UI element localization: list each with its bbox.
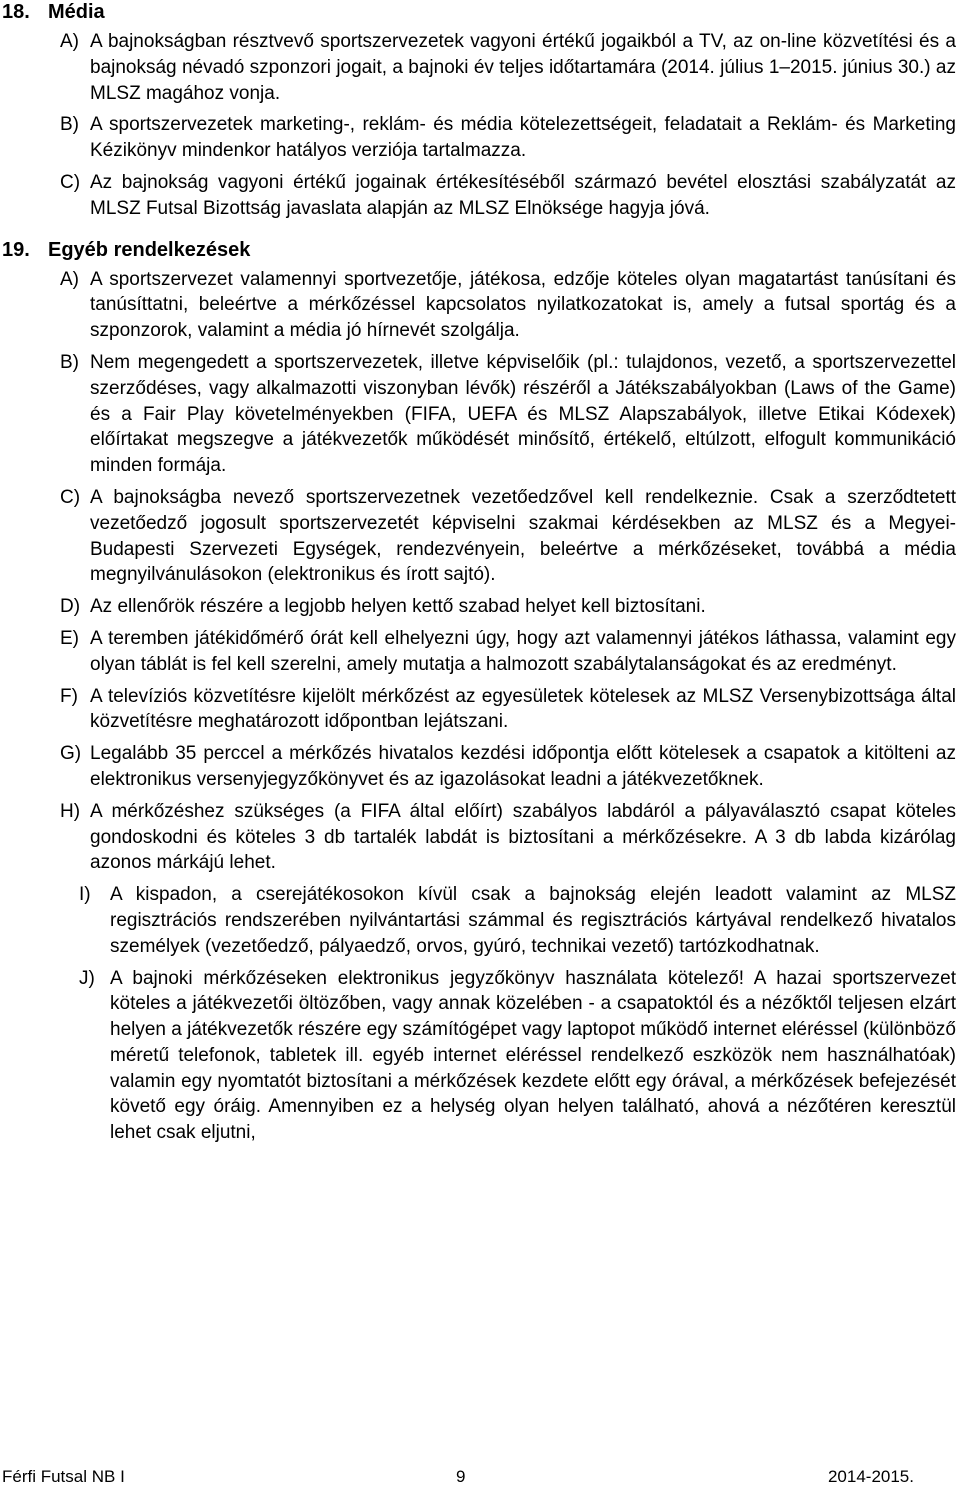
- item-text: Nem megengedett a sportszervezetek, illetve képviselőik (pl.: tulajdonos, vezető, a sportszervezettel szerződéses, vagy alkalmazotti viszonyban lévők) részéről a Játékszabályokban (Laws of the Game) és a Fair Play követelményekben (FIFA, UEFA és MLSZ Alapszabályok, illetve Etikai Kódexek) előírtakat megszegve a játékvezetők működését minősítő, értékelő, eltúlzott, elfogult kommunikáció minden formája.: [90, 351, 956, 477]
- item-text: A televíziós közvetítésre kijelölt mérkőzést az egyesületek kötelesek az MLSZ Versenybizottsága által közvetítésre meghatározott időpontban lejátszani.: [90, 685, 956, 733]
- item-letter: G): [60, 743, 82, 765]
- item-letter: J): [79, 967, 95, 989]
- item-letter: F): [60, 685, 78, 707]
- list-item: [2, 966, 956, 1147]
- item-text: A bajnokságba nevező sportszervezetnek vezetőedzővel kell rendelkeznie. Csak a szerződtetett vezetőedző jogosult sportszervezetét képviselni szakmai kérdésekben az MLSZ és a Megyei-Budapesti Szervezeti Egységek, rendezvényein, beleértve a mérkőzéseket, továbbá a média megnyilvánulásokon (elektronikus és írott sajtó).: [90, 486, 956, 586]
- section-heading: [2, 238, 956, 263]
- footer-league-name: Férfi Futsal NB I: [2, 1467, 125, 1486]
- list-item: [2, 170, 956, 222]
- list-item: [2, 267, 956, 344]
- list-item: [2, 626, 956, 678]
- section-number: 19.: [2, 238, 30, 261]
- list-item: [2, 485, 956, 588]
- list-item: [2, 29, 956, 106]
- item-text: A mérkőzéshez szükséges (a FIFA által előírt) szabályos labdáról a pályaválasztó csapat köteles gondoskodni és köteles 3 db tartalék labdát is biztosítani a mérkőzésekre. A 3 db labda kizárólag azonos márkájú lehet.: [90, 800, 956, 874]
- item-letter: D): [60, 596, 81, 618]
- document-content: [2, 0, 956, 1146]
- item-letter: I): [79, 884, 91, 906]
- item-letter: H): [60, 800, 81, 822]
- item-letter: A): [60, 31, 79, 52]
- footer-season: 2014-2015.: [827, 1467, 914, 1486]
- item-text: Az bajnokság vagyoni értékű jogainak értékesítéséből származó bevétel elosztási szabályzatát az MLSZ Futsal Bizottság javaslata alapján az MLSZ Elnöksége hagyja jóvá.: [90, 171, 956, 219]
- item-letter: C): [60, 171, 81, 193]
- section-number: 18.: [2, 1, 30, 23]
- page-footer: [2, 1466, 914, 1488]
- list-item: [2, 112, 956, 164]
- item-text: A kispadon, a cserejátékosokon kívül csak a bajnokság elején leadott valamint az MLSZ regisztrációs rendszerében nyilvántartási számmal és regisztrációs kártyával rendelkező hivatalos személyek (vezetőedző, pályaedző, orvos, gyúró, technikai vezető) tartózkodhatnak.: [110, 884, 956, 957]
- item-text: Az ellenőrök részére a legjobb helyen kettő szabad helyet kell biztosítani.: [90, 596, 706, 618]
- item-text: A sportszervezet valamennyi sportvezetője, játékosa, edzője köteles olyan magatartást tanúsítani és tanúsíttatni, beleértve a mérkőzéssel kapcsolatos nyilatkozatokat is, amely a futsal sportág és a szponzorok, valamint a média jó hírnevét szolgálja.: [90, 268, 956, 342]
- item-text: Legalább 35 perccel a mérkőzés hivatalos kezdési időpontja előtt kötelesek a csapatok a kitölteni az elektronikus versenyjegyzőkönyvet és az igazolásokat leadni a játékvezetőknek.: [90, 743, 956, 790]
- section-other-provisions: [2, 238, 956, 1147]
- item-text: A bajnokságban résztvevő sportszervezetek vagyoni értékű jogaikból a TV, az on-line közvetítési és a bajnokság névadó szponzori jogait, a bajnoki év teljes időtartamára (2014. július 1–2015. június 30.) az MLSZ magához vonja.: [90, 31, 956, 104]
- list-item: [2, 882, 956, 959]
- list-item: [2, 684, 956, 736]
- item-letter: C): [60, 486, 81, 508]
- item-letter: E): [60, 627, 79, 649]
- list-item: [2, 741, 956, 793]
- section-media: [2, 0, 956, 222]
- list-item: [2, 594, 956, 620]
- section-title: Egyéb rendelkezések: [48, 238, 251, 261]
- item-letter: B): [60, 351, 79, 373]
- list-item: [2, 799, 956, 876]
- list-item: [2, 350, 956, 479]
- section-title: Média: [48, 1, 105, 23]
- section-heading: [2, 0, 956, 25]
- item-text: A teremben játékidőmérő órát kell elhelyezni úgy, hogy azt valamennyi játékos láthassa, valamint egy olyan táblát is fel kell szerelni, amely mutatja a halmozott szabálytalanságokat és az eredményt.: [90, 627, 956, 675]
- item-text: A bajnoki mérkőzéseken elektronikus jegyzőkönyv használata kötelező! A hazai sportszervezet köteles a játékvezetői öltözőben, vagy annak közelében - a csapatoktól és a nézőktől teljesen elzárt helyen a játékvezetők részére egy számítógépet vagy laptopot működő internet eléréssel (különböző méretű telefonok, tabletek ill. egyéb internet eléréssel rendelkező eszközök nem használhatóak) valamin egy nyomtatót biztosítani a mérkőzések kezdete előtt egy órával, a mérkőzések befejezését követő egy óráig. Amennyiben ez a helység olyan helyen található, ahová a nézőtéren keresztül lehet csak eljutni,: [110, 967, 956, 1144]
- item-letter: B): [60, 114, 79, 136]
- item-text: A sportszervezetek marketing-, reklám- és média kötelezettségeit, feladatait a Reklám- és Marketing Kézikönyv mindenkor hatályos verziója tartalmazza.: [90, 114, 956, 162]
- item-letter: A): [60, 268, 79, 290]
- page-number: 9: [456, 1467, 466, 1486]
